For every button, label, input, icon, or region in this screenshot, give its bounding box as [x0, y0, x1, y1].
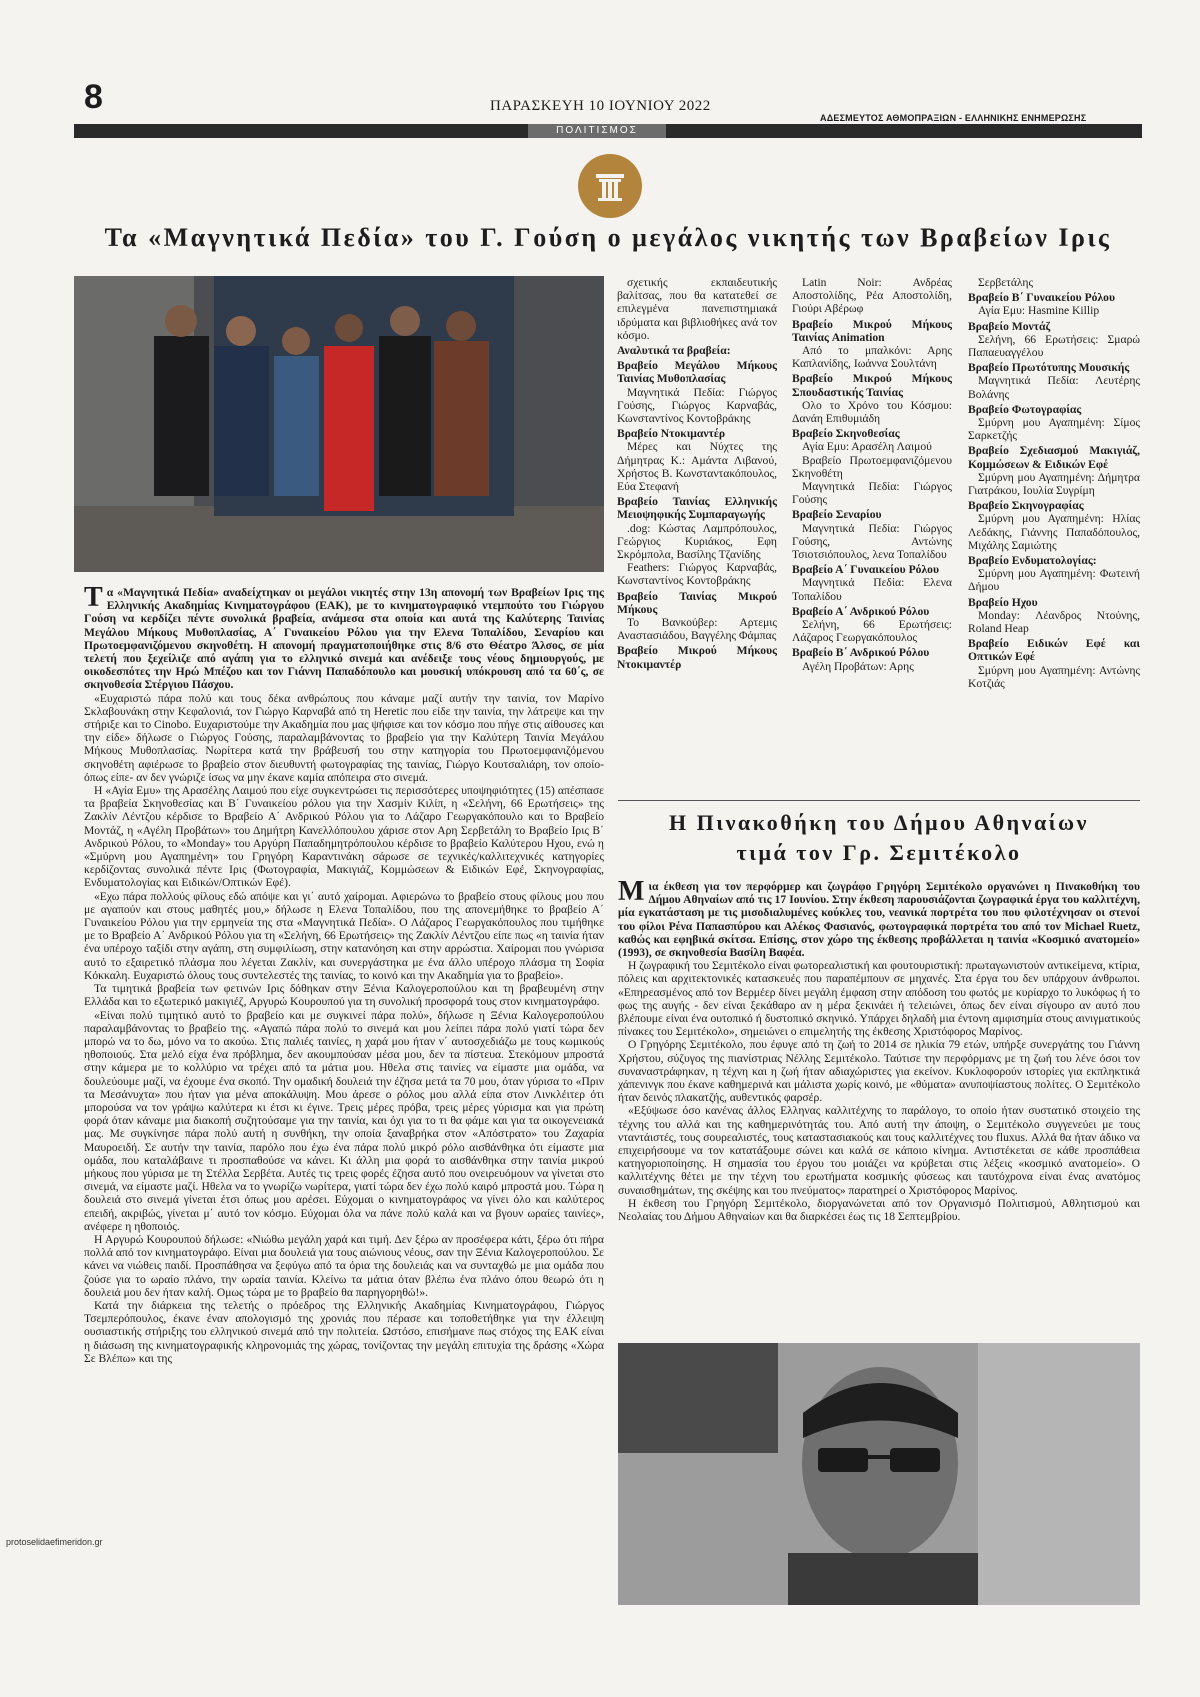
award-category: Βραβείο Μοντάζ	[968, 319, 1051, 333]
award-category: Βραβείο Σκηνογραφίας	[968, 499, 1084, 513]
award-category: Βραβείο Ηχου	[968, 595, 1038, 609]
award-entry: Μέρες και Νύχτες της Δήμητρας Κ.: Αμάντα Λιβανού, Χρήστος Β. Κωνσταντακόπουλος, Εύα Στεφανή	[617, 440, 777, 494]
award-entry: Αγία Εμυ: Αρασέλη Λαιμού	[802, 440, 932, 454]
award-entry: Σμύρνη μου Αγαπημένη: Ηλίας Λεδάκης, Γιάννης Παπαδόπουλος, Μιχάλης Σαμιώτης	[968, 512, 1140, 552]
article2-headline	[618, 808, 1140, 868]
article2-headline-line2: τιμά τον Γρ. Σεμιτέκολο	[736, 840, 1022, 865]
award-entry: Monday: Λέανδρος Ντούνης, Roland Heap	[968, 608, 1140, 636]
award-entry: Ολο το Χρόνο του Κόσμου: Δανάη Επιθυμιάδη	[792, 398, 952, 426]
article-paragraph: Τα τιμητικά βραβεία των φετινών Ιρις δόθηκαν στην Ξένια Καλογεροπούλου και τη βραβευμένη στην Ελλάδα και το εξωτερικό μακιγιέζ, Αργυρώ Κουρουπού για τη συνολική προσφορά τους στον κινηματογράφο.	[84, 982, 604, 1009]
dropcap: Μ	[618, 880, 645, 907]
award-entry: Το Βανκούβερ: Αρτεμις Αναστασιάδου, Βαγγέλης Φάμπας	[617, 616, 777, 643]
award-entry: .dog: Κώστας Λαμπρόπουλος, Γεώργιος Κυριάκος, Εφη Σκρόμπολα, Βασίλης Τζανίδης	[617, 521, 777, 562]
article2-divider	[618, 800, 1140, 801]
award-entry: Μαγνητικά Πεδία: Γιώργος Γούσης, Γιώργος Καρναβάς, Κωνσταντίνος Κοντοβράκης	[617, 385, 777, 426]
award-category: Βραβείο Μικρού Μήκους Ντοκιμαντέρ	[617, 644, 777, 671]
award-entry: Latin Noir: Ανδρέας Αποστολίδης, Ρέα Αποστολίδη, Γιούρι Αβέρωφ	[792, 276, 952, 316]
award-entry: Feathers: Γιώργος Καρναβάς, Κωνσταντίνος Κοντοβράκης	[617, 561, 777, 588]
award-category: Βραβείο Ταινίας Μικρού Μήκους	[617, 589, 777, 616]
award-category: Αναλυτικά τα βραβεία:	[617, 344, 731, 358]
dropcap: Τ	[84, 586, 103, 613]
award-entry: Σμύρνη μου Αγαπημένη: Δήμητρα Γιατράκου, Ιουλία Συγρίμη	[968, 470, 1140, 498]
article-paragraph: «Εχω πάρα πολλούς φίλους εδώ απόψε και γι΄ αυτό χαίρομαι. Αφιερώνω το βραβείο στους φίλους μου που με αγαπούν και στους μαθητές μου,» δήλωσε η Ελενα Τοπαλίδου, που της απονεμήθηκε το βραβείο Α΄ Γυναικείου Ρόλου για την ερμηνεία της στα «Μαγνητικά Πεδία». Ο Λάζαρος Γεωργακόπουλος που τιμήθηκε με το Βραβείο Α΄ Ανδρικού Ρόλου για τη «Σελήνη, 66 Ερωτήσεις» της Ζακλίν Λέντζου είπε πως «η ταινία ήταν ένα υπέροχο ταξίδι στην αγάπη, στη συμφιλίωση, στην κατανόηση και στην αρρώστια. Χαίρομαι που γνώρισα αυτό το εξαιρετικό πλάσμα που λέγεται Ζακλίν, και συνεργάστηκα με ένα άλλο υπέροχο πλάσμα τη Σοφία Κόκκαλη. Ευχαριστώ όλους τους συντελεστές της ταινίας, το κοινό και την Ακαδημία για το βραβείο».	[84, 889, 604, 982]
award-entry: Μαγνητικά Πεδία: Γιώργος Γούσης	[792, 480, 952, 507]
award-entry: Μαγνητικά Πεδία: Λευτέρης Βολάνης	[968, 374, 1140, 401]
article-paragraph: Ο Γρηγόρης Σεμιτέκολο, που έφυγε από τη ζωή το 2014 σε ηλικία 79 ετών, υπήρξε συνεργάτης του Γιάννη Χρήστου, σύζυγος της πιανίστριας Νέλλης Σεμιτέκολο. Ταύτισε την περφόρμανς με τη ζωή του λένε όσοι τον συναναστράφηκαν, η τέχνη και η ζωή ήταν αδιαχώριστες για εκείνον. Κυκλοφορούν ιστορίες για εκπληκτικά χάπενινγκ που έκανε καθημερινά και μάλιστα χωρίς κοινό, με «θύματα» ανυποψίαστους πολίτες. Ο Σεμιτέκολο ήταν δεινός πλακατζής, αυθεντικός φαρσέρ.	[618, 1038, 1140, 1105]
award-entry: Αγία Εμυ: Hasmine Killip	[978, 304, 1100, 318]
award-entry: Σμύρνη μου Αγαπημένη: Αντώνης Κοτζιάς	[968, 663, 1140, 690]
award-category: Βραβείο Β΄ Γυναικείου Ρόλου	[968, 291, 1115, 305]
winners-photo	[74, 276, 604, 572]
article2-body	[618, 880, 1140, 1335]
awards-column-2	[617, 276, 777, 796]
award-entry: Σμύρνη μου Αγαπημένη: Φωτεινή Δήμου	[968, 567, 1140, 594]
article-paragraph: Η ζωγραφική του Σεμιτέκολο είναι φωτορεαλιστική και φουτουριστική: πρωταγωνιστούν αντικείμενα, κτίρια, πόλεις και αρχιτεκτονικές κατασκευές που παραπέμπουν σε μηχανές. Στα έργα του δεν υπάρχουν άνθρωποι. «Επηρεασμένος από τον Βερμέερ δίνει μεγάλη έμφαση στην απόδοση του φωτός με κυρίαρχο το λυκόφως ή το φως της αυγής - δεν είναι ξεκάθαρο αν η μέρα ξεκινάει ή τελειώνει, όπως δεν είναι σίγουρο αν αυτό που βλέπουμε είναι ένα ουτοπικό ή δυστοπικό σκηνικό. Υπάρχει δηλαδή μια έντονη αμφισημία στους αινιγματικούς πίνακες του Σεμιτέκολο», σημειώνει ο επιμελητής της έκθεσης Χριστόφορος Μαρίνος.	[618, 959, 1140, 1039]
article-paragraph: «Ευχαριστώ πάρα πολύ και τους δέκα ανθρώπους που κάναμε μαζί αυτήν την ταινία, τον Μαρίνο Σκλαβουνάκη στην Κεφαλονιά, τον Γιώργο Καρναβά από τη Heretic που είδε την ταινία, την λάτρεψε και την στήριξε και το Cinobo. Ευχαριστούμε την Ακαδημία που μας ψήφισε και τον κόσμο που πήγε στις αίθουσες και την είδε» δήλωσε ο Γιώργος Γούσης, παραλαμβάνοντας το βραβείο για την Καλύτερη Ταινία Μεγάλου Μήκους Μυθοπλασίας. Νωρίτερα κατά την βράβευσή του στην κατηγορία του Πρωτοεμφανιζόμενου σκηνοθέτη αφιέρωσε το βραβείο στον διευθυντή φωτογραφίας της ταινίας, Γιώργο Κουτσαλιάρη, τον οποίο- όπως είπε- αν δεν γνώριζε ίσως να μην έκανε καμία απόπειρα στο σινεμά.	[84, 691, 604, 784]
award-category: Βραβείο Μικρού Μήκους Σπουδαστικής Ταινίας	[792, 372, 952, 399]
article-paragraph: Η Αργυρώ Κουρουπού δήλωσε: «Νιώθω μεγάλη χαρά και τιμή. Δεν ξέρω αν προσέφερα κάτι, ξέρω ότι πήρα πολλά από τον κινηματογράφο. Είναι μια δουλειά για τους αιώνιους νέους, σαν την Ξένια Καλογεροπούλου. Σε κάνει να νιώθεις παιδί. Προσπάθησα να ξεφύγω από τα όρια της δουλειάς και να συνταχθώ με μια ομάδα που ζούσε για το ωραίο πλάνο, την ωραία ταινία. Κλείνω τα μάτια όταν βλέπω ένα πλάνο όπου θεωρώ ότι η δουλειά μου δεν ήταν καλή. Ομως τώρα με το βραβείο θα παρηγορηθώ!».	[84, 1232, 604, 1299]
dateline: ΠΑΡΑΣΚΕΥΗ 10 ΙΟΥΝΙΟΥ 2022	[490, 98, 711, 114]
award-category: Βραβείο Σκηνοθεσίας	[792, 427, 900, 441]
award-entry: Σελήνη, 66 Ερωτήσεις: Λάζαρος Γεωργακόπουλος	[792, 618, 952, 645]
article-paragraph: Η «Αγία Εμυ» της Αρασέλης Λαιμού που είχε συγκεντρώσει τις περισσότερες υποψηφιότητες (15) απέσπασε τα βραβεία Σκηνοθεσίας και Β΄ Γυναικείου ρόλου για την Χασμίν Κιλίπ, η «Σελήνη, 66 Ερωτήσεις» της Ζακλίν Λέντζου κέρδισε το Βραβείο Α΄ Ανδρικού Ρόλου για το Λάζαρο Γεωργακόπουλο και το Βραβείο Μοντάζ, η «Αγέλη Προβάτων» του Δημήτρη Κανελλόπουλου χάρισε στον Αρη Σερβετάλη το Βραβείο Ιρις Β΄ Ανδρικού Ρόλου, το «Monday» του Αργύρη Παπαδημητρόπουλου κέρδισε το βραβείο Καλύτερου Ηχου, ενώ η «Σμύρνη μου Αγαπημένη» του Γρηγόρη Καραντινάκη σάρωσε σε τεχνικές/καλλιτεχνικές κατηγορίες κερδίζοντας συνολικά πέντε Ιρις (Φωτογραφία, Μακιγιάζ, Κομμώσεων & Ειδικών Εφέ, Σκηνογραφίας, Ενδυματολογίας και Ειδικών/Οπτικών Εφέ).	[84, 784, 604, 890]
award-entry: Μαγνητικά Πεδία: Γιώργος Γούσης, Αντώνης Τσιοτσιόπουλος, λενα Τοπαλίδου	[792, 521, 952, 562]
award-entry: Από το μπαλκόνι: Αρης Καπλανίδης, Ιωάννα Σουλτάνη	[792, 344, 952, 371]
award-category: Βραβείο Μεγάλου Μήκους Ταινίας Μυθοπλασίας	[617, 359, 777, 386]
column-icon	[578, 154, 642, 218]
page-number: 8	[84, 78, 103, 116]
awards-column-4	[968, 276, 1140, 796]
award-category: Βραβείο Ταινίας Ελληνικής Μειοψηφικής Συμπαραγωγής	[617, 495, 777, 522]
award-category: Βραβείο Α΄ Γυναικείου Ρόλου	[792, 563, 939, 577]
article-paragraph: «Είναι πολύ τιμητικό αυτό το βραβείο και με συγκινεί πάρα πολύ», δήλωσε η Ξένια Καλογεροπούλου παραλαμβάνοντας το βραβείο της. «Αγαπώ πάρα πολύ το σινεμά και μου λείπει πάρα πολύ γιατί τώρα δεν μπορώ να το δω, μόνο να το ακούω. Στις παλιές ταινίες, η χαρά μου ήταν ν΄ αυτοσχεδιάζω με τους κωμικούς ηθοποιούς. Στα μελό είχα ένα πρόβλημα, δεν ακουμπούσαν μέσα μου, δεν τα πίστευα. Στεκόμουν μπροστά στην κάμερα με το κολλύριο να τρέχει από τα μάτια μου. Ηθελα στις ταινίες να είμαστε μια ομάδα, να δουλεύουμε μαζί, να έχουμε ένα σκοπό. Την ομαδική δουλειά την έζησα μετά τα 70 μου, όταν γύρισα το «Πριν τα Μεσάνυχτα» που ήταν για μένα αποκάλυψη. Μου άρεσε ο ρόλος μου αλλά είπα στον Λινκλέιτερ ότι μπορούσα να τον γράψω καλύτερα κι έτσι κι έγινε. Τρεις μέρες πρόβα, τρεις μέρες γύρισμα και για πρώτη φορά όταν κάναμε μια διακοπή συζητούσαμε για την ταινία, και όχι για το τι θα φάμε και για τα οικογενειακά μας. Με συγκίνησε πάρα πολύ αυτή η συνθήκη, την οποία ξαναβρήκα στον «Απόστρατο» του Ζαχαρία Μαυροειδή. Σε αυτήν την ταινία, παρόλο που έχω ένα πάρα πολύ μικρό ρόλο αισθάνθηκα ότι είμαστε μια ομάδα, που καταλάβαινε τι προσπαθούσε να κάνει. Κι άλλη μια φορά το αισθάνθηκα στην ταινία μικρού μήκους που γύρισα με τη Στέλλα Σερβέτα. Αυτές τις τρεις φορές έζησα αυτό που ονειρευόμουν να γίνεται στο σινεμά, να είμαστε μαζί. Ηθελα να το γνωρίζω νωρίτερα, γιατί τώρα δεν έχω πολύ καιρό μπροστά μου. Τώρα η δουλειά στο σινεμά γίνεται έτσι όπως μου αρέσει. Εύχομαι ο κινηματογράφος να γίνει όλο και καλύτερος επειδή, ακριβώς, γίνεται μ΄ αυτό τον κόσμο. Εύχομαι όλα να πάνε πολύ καλά και να βγουν ωραίες ταινίες», ανέφερε η ηθοποιός.	[84, 1008, 604, 1233]
section-label: ΠΟΛΙΤΙΣΜΟΣ	[528, 124, 666, 138]
award-category: Βραβείο Ειδικών Εφέ και Οπτικών Εφέ	[968, 637, 1140, 664]
award-category: Βραβείο Πρωτότυπης Μουσικής	[968, 361, 1130, 375]
award-category: Βραβείο Β΄ Ανδρικού Ρόλου	[792, 646, 930, 660]
award-entry: Σμύρνη μου Αγαπημένη: Σίμος Σαρκετζής	[968, 416, 1140, 443]
article2-lead: ια έκθεση για τον περφόρμερ και ζωγράφο Γρηγόρη Σεμιτέκολο οργανώνει η Πινακοθήκη του Δήμου Αθηναίων από τις 17 Ιουνίου. Στην έκθεση παρουσιάζονται ζωγραφικά έργα του καλλιτέχνη, μία εγκατάσταση με τις μισοδιαλυμένες κούκλες του, νεανικά πορτρέτα του που φιλοτέχνησαν οι στενοί του φίλοι Ρένα Παπασπύρου και Αλέκος Φασιανός, φωτογραφικά πορτρέτα του από τον Michael Ruetz, καθώς και εφηβικά σκίτσα. Επίσης, στον χώρο της έκθεσης προβάλλεται η ταινία «Κοσμικό ανατομείο» (1993), σε σκηνοθεσία Βασίλη Βαφέα.	[618, 880, 1140, 960]
award-category: Βραβείο Ντοκιμαντέρ	[617, 427, 726, 441]
award-entry: Αγέλη Προβάτων: Αρης	[802, 659, 914, 673]
article-paragraph: Η έκθεση του Γρηγόρη Σεμιτέκολο, διοργανώνεται από τον Οργανισμό Πολιτισμού, Αθλητισμού και Νεολαίας του Δήμου Αθηναίων και θα διαρκέσει έως τις 18 Σεπτεμβρίου.	[618, 1196, 1140, 1224]
award-category: Βραβείο Μικρού Μήκους Ταινίας Animation	[792, 317, 952, 344]
article-paragraph: «Εξύψωσε όσο κανένας άλλος Ελληνας καλλιτέχνης το παράλογο, το οποίο ήταν συστατικό στοιχείο της τέχνης του αλλά και της καθημερινότητάς του. Από αυτή την άποψη, ο Σεμιτέκολο συγγενεύει με τους νταντάιστές, τους σουρεαλιστές, τους καταστασιακούς και τους καλλιτέχνες του fluxus. Αλλά θα ήταν άδικο να επιχειρήσουμε να τον κατατάξουμε σώνει και καλά σε κάποιο κίνημα. Αντιστέκεται σε κάθε προσπάθεια κατηγοριοποίησης. Η σημασία του έργου του μοιάζει να κρύβεται στις λέξεις «κοσμικό ανατομείο». Ο καλλιτέχνης θέτει με την τέχνη του ερωτήματα κοσμικής φύσεως και ταυτόχρονα είναι ένας ανατόμος συναισθημάτων, της σκέψης και του πνεύματος» παρατηρεί ο Χριστόφορος Μαρίνος.	[618, 1104, 1140, 1197]
article-paragraph: Κατά την διάρκεια της τελετής ο πρόεδρος της Ελληνικής Ακαδημίας Κινηματογράφου, Γιώργος Τσεμπερόπουλος, έκανε έναν απολογισμό της χρονιάς που πέρασε και τοποθετήθηκε για την έλλειψη ουσιαστικής στήριξης του ελληνικού σινεμά από την πολιτεία. Ωστόσο, επισήμανε πως στόχος της ΕΑΚ είναι η διάσωση της κινηματογραφικής κληρονομιάς της χώρας, τονίζοντας την μεγάλη επιτυχία της δράσης «Χώρα Σε Βλέπω» και της	[84, 1298, 604, 1365]
article2-headline-line1: Η Πινακοθήκη του Δήμου Αθηναίων	[669, 810, 1089, 835]
awards-column-3	[792, 276, 952, 796]
newspaper-name: ΑΔΕΣΜΕΥΤΟΣ ΑΘΜΟΠΡΑΞΙΩΝ - ΕΛΛΗΝΙΚΗΣ ΕΝΗΜΕΡΩΣΗΣ	[820, 113, 1087, 123]
award-category: Βραβείο Ενδυματολογίας:	[968, 554, 1097, 568]
watermark: protoselidaefimeridon.gr	[6, 1537, 103, 1547]
article1-column-1	[84, 586, 604, 1546]
award-category: Βραβείο Α΄ Ανδρικού Ρόλου	[792, 604, 930, 618]
award-category: Βραβείο Φωτογραφίας	[968, 402, 1082, 416]
award-category: Βραβείο Σεναρίου	[792, 508, 882, 522]
award-entry: Μαγνητικά Πεδία: Ελενα Τοπαλίδου	[792, 576, 952, 603]
semitekolo-portrait	[618, 1343, 1140, 1605]
article1-headline: Τα «Μαγνητικά Πεδία» του Γ. Γούση ο μεγάλος νικητής των Βραβείων Ιρις	[104, 223, 1112, 252]
award-category: Βραβείο Σχεδιασμού Μακιγιάζ, Κομμώσεων & Ειδικών Εφέ	[968, 444, 1140, 471]
award-entry: Σελήνη, 66 Ερωτήσεις: Σμαρώ Παπαευαγγέλου	[968, 332, 1140, 360]
award-entry: σχετικής εκπαιδευτικής βαλίτσας, που θα κατατεθεί σε επιλεγμένα πανεπιστημιακά ιδρύματα και βιβλιοθήκες ανά τον κόσμο.	[617, 276, 777, 342]
award-entry: Σερβετάλης	[978, 276, 1034, 289]
article1-lead: α «Μαγνητικά Πεδία» αναδείχτηκαν οι μεγάλοι νικητές στην 13η απονομή των Βραβείων Ιρις της Ελληνικής Ακαδημίας Κινηματογράφου (ΕΑΚ), με το κινηματογραφικό ντεμπούτο του Γιώργου Γούση να κερδίζει πέντε συνολικά βραβεία, ανάμεσα στα οποία και αυτά της Καλύτερης Ταινίας Μεγάλου Μήκους Μυθοπλασίας, Α΄ Γυναικείου Ρόλου για την Ελενα Τοπαλίδου, Σεναρίου και Πρωτοεμφανιζόμενου σκηνοθέτη. Η απονομή πραγματοποιήθηκε στις 8/6 στο Θέατρο Άλσος, σε μία τελετή που ξεχείλιζε από αγάπη για το ελληνικό σινεμά και ανέδειξε τους νέους δημιουργούς, με οικοδεσπότες την Ηρώ Μπέζου και τον Γιάννη Παπαδόπουλο και μουσική υπόκρουση από τα 60΄ς, σε σκηνοθεσία Στέργιου Πάσχου.	[84, 586, 604, 692]
award-entry: Βραβείο Πρωτοεμφανιζόμενου Σκηνοθέτη	[792, 453, 952, 480]
